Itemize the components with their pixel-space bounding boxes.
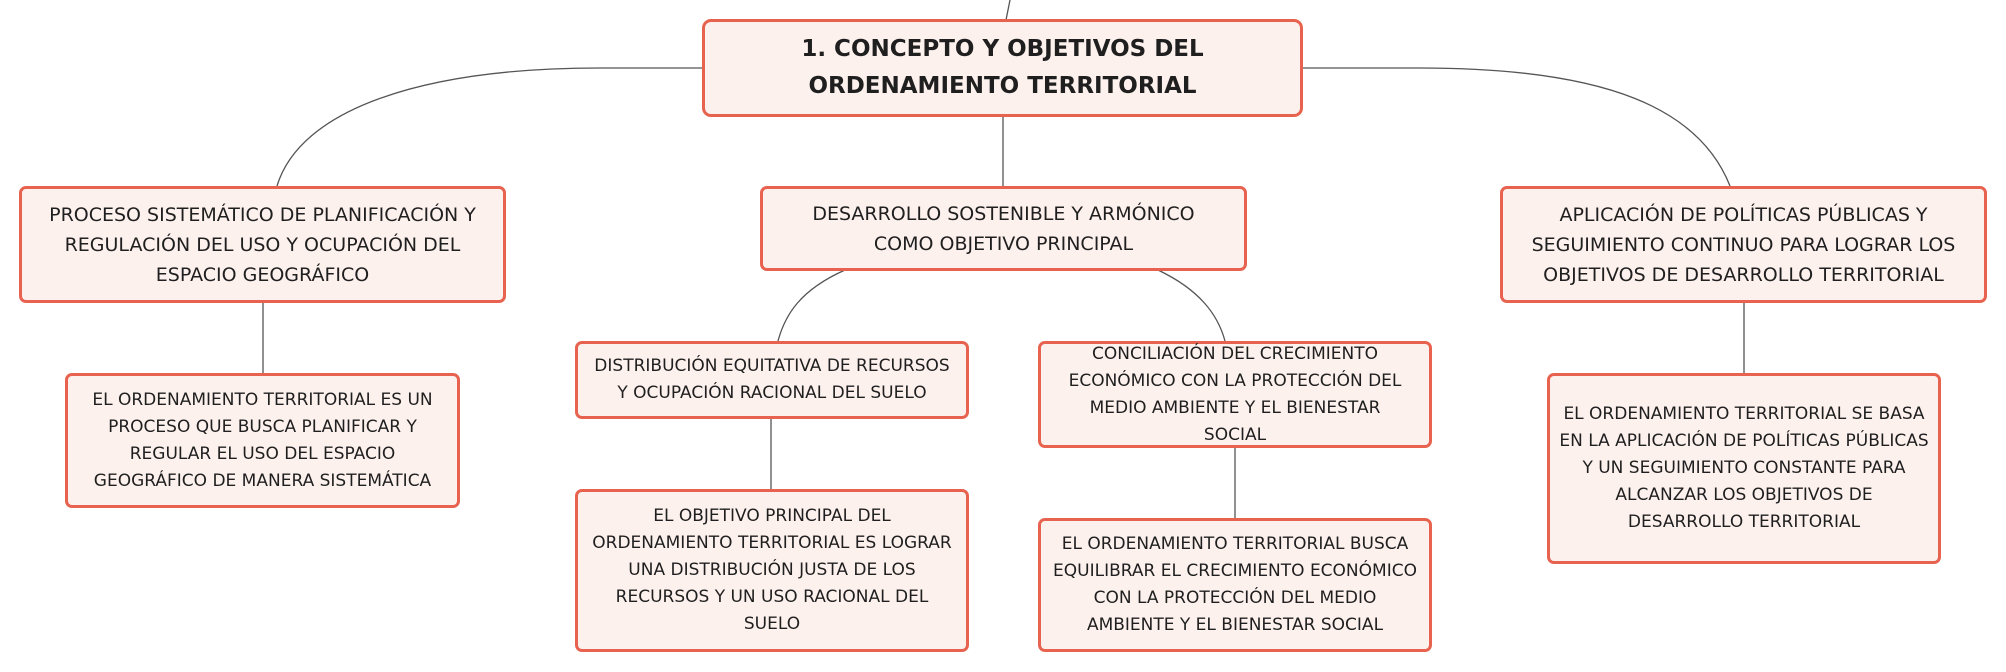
node-aplicacion-politicas-text: APLICACIÓN DE POLÍTICAS PÚBLICAS Y SEGUIMIENTO CONTINUO PARA LOGRAR LOS OBJETIVOS DE DESARROLLO TERRITORIAL — [1531, 203, 1956, 286]
node-conciliacion-crecimiento-text: CONCILIACIÓN DEL CRECIMIENTO ECONÓMICO CON LA PROTECCIÓN DEL MEDIO AMBIENTE Y EL BIENESTAR SOCIAL — [1068, 343, 1402, 445]
connector-center-leftchild — [778, 270, 845, 341]
connector-root-parent — [1006, 0, 1010, 20]
node-ordenamiento-proceso[interactable] — [65, 373, 460, 508]
node-aplicacion-politicas[interactable] — [1500, 186, 1987, 303]
node-objetivo-principal[interactable] — [575, 489, 969, 652]
node-politicas-publicas-text: EL ORDENAMIENTO TERRITORIAL SE BASA EN LA APLICACIÓN DE POLÍTICAS PÚBLICAS Y UN SEGUIMIENTO CONSTANTE PARA ALCANZAR LOS OBJETIVOS DE DESARROLLO TERRITORIAL — [1559, 404, 1929, 532]
node-objetivo-principal-text: EL OBJETIVO PRINCIPAL DEL ORDENAMIENTO TERRITORIAL ES LOGRAR UNA DISTRIBUCIÓN JUSTA DE LOS RECURSOS Y UN USO RACIONAL DEL SUELO — [592, 506, 952, 634]
node-equilibrar-crecimiento-text: EL ORDENAMIENTO TERRITORIAL BUSCA EQUILIBRAR EL CRECIMIENTO ECONÓMICO CON LA PROTECCIÓN DEL MEDIO AMBIENTE Y EL BIENESTAR SOCIAL — [1053, 534, 1417, 635]
root-node[interactable] — [702, 19, 1303, 117]
node-desarrollo-sostenible-text: DESARROLLO SOSTENIBLE Y ARMÓNICO COMO OBJETIVO PRINCIPAL — [812, 202, 1195, 255]
connector-root-left — [277, 68, 705, 186]
node-politicas-publicas[interactable] — [1547, 373, 1941, 564]
connector-center-rightchild — [1158, 270, 1225, 341]
node-conciliacion-crecimiento[interactable] — [1038, 341, 1432, 448]
node-equilibrar-crecimiento[interactable] — [1038, 518, 1432, 652]
node-distribucion-equitativa-text: DISTRIBUCIÓN EQUITATIVA DE RECURSOS Y OCUPACIÓN RACIONAL DEL SUELO — [594, 356, 950, 403]
node-proceso-sistematico[interactable] — [19, 186, 506, 303]
node-desarrollo-sostenible[interactable] — [760, 186, 1247, 271]
node-distribucion-equitativa[interactable] — [575, 341, 969, 419]
connector-root-right — [1303, 68, 1730, 186]
node-proceso-sistematico-text: PROCESO SISTEMÁTICO DE PLANIFICACIÓN Y REGULACIÓN DEL USO Y OCUPACIÓN DEL ESPACIO GEOGRÁFICO — [49, 203, 476, 286]
root-node-text: 1. CONCEPTO Y OBJETIVOS DEL ORDENAMIENTO TERRITORIAL — [801, 36, 1204, 99]
node-ordenamiento-proceso-text: EL ORDENAMIENTO TERRITORIAL ES UN PROCESO QUE BUSCA PLANIFICAR Y REGULAR EL USO DEL ESPACIO GEOGRÁFICO DE MANERA SISTEMÁTICA — [92, 389, 433, 491]
